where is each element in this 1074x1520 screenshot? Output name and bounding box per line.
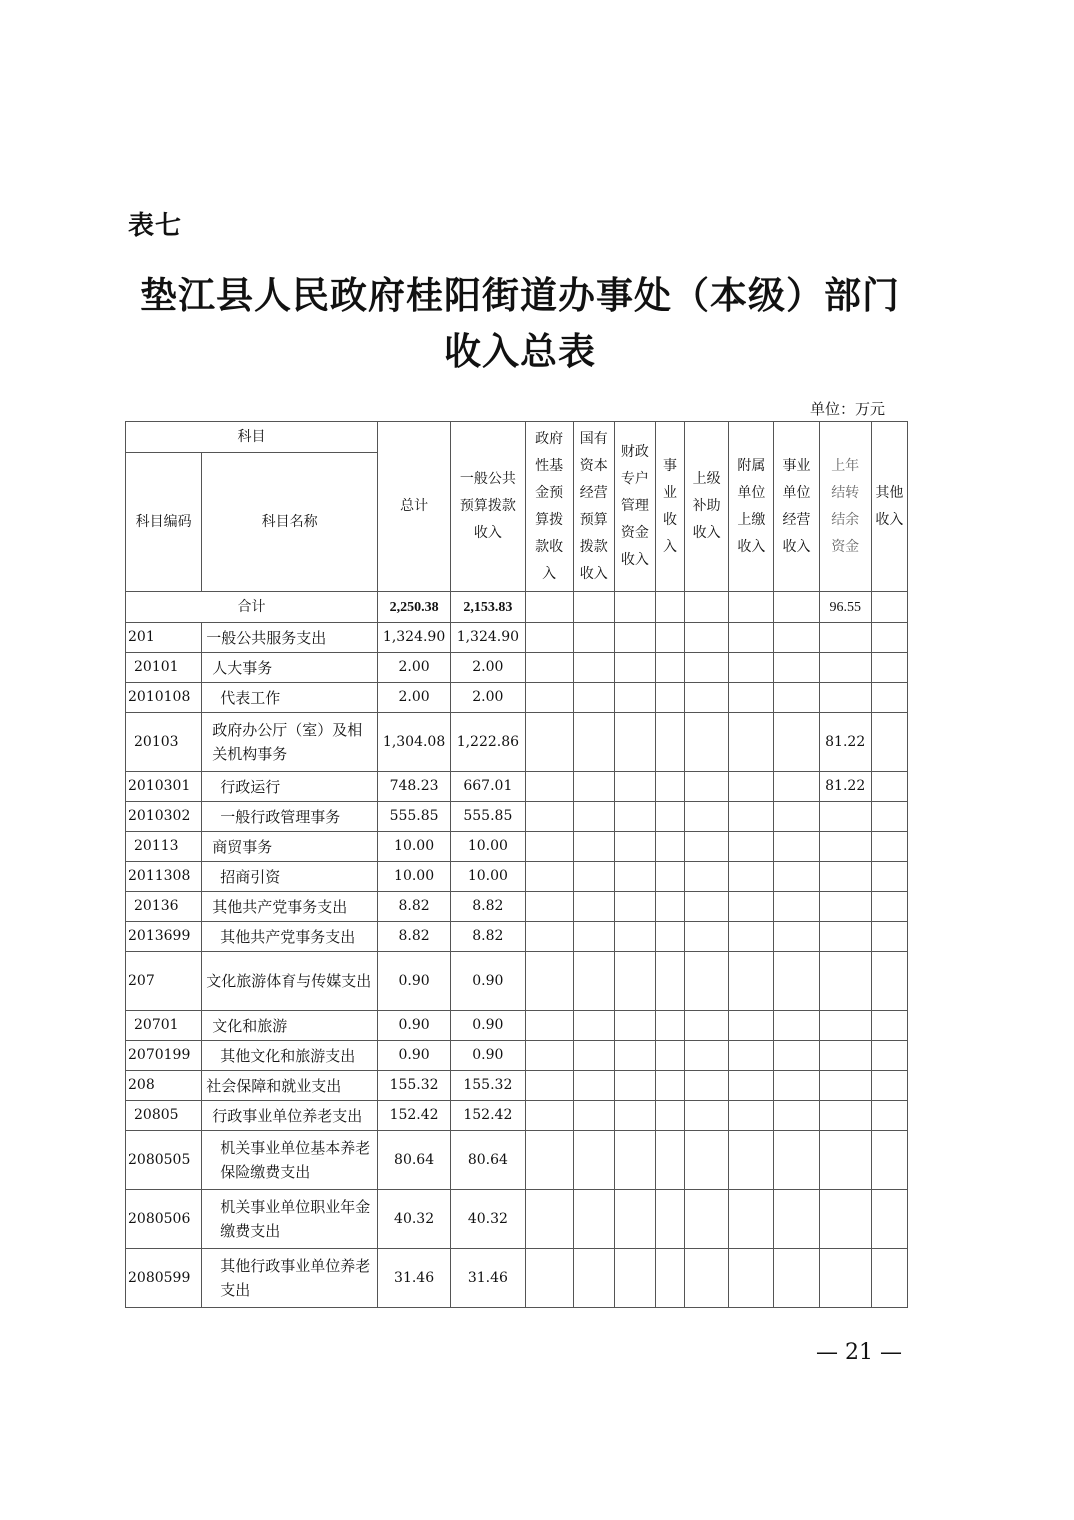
page-title xyxy=(110,268,930,380)
row-name: 其他行政事业单位养老支出 xyxy=(202,1249,378,1308)
row-total: 40.32 xyxy=(377,1190,450,1249)
title-line-2: 收入总表 xyxy=(444,330,596,373)
row-total: 10.00 xyxy=(377,862,450,892)
table-row xyxy=(126,832,908,862)
row-name: 社会保障和就业支出 xyxy=(202,1071,378,1101)
row-carryover: 81.22 xyxy=(819,713,871,772)
header-carryover: 上年结转结余资金 xyxy=(819,422,871,592)
row-name: 一般行政管理事务 xyxy=(202,802,378,832)
table-row xyxy=(126,623,908,653)
table-row xyxy=(126,1041,908,1071)
header-general-budget: 一般公共预算拨款收入 xyxy=(451,422,525,592)
row-general: 2.00 xyxy=(451,683,525,713)
row-code: 2010108 xyxy=(126,683,202,713)
row-code: 20113 xyxy=(126,832,202,862)
header-subject: 科目 xyxy=(126,422,378,453)
row-general: 80.64 xyxy=(451,1131,525,1190)
row-carryover xyxy=(819,1190,871,1249)
header-name: 科目名称 xyxy=(202,453,378,592)
row-name: 行政事业单位养老支出 xyxy=(202,1101,378,1131)
total-row xyxy=(126,592,908,623)
row-carryover xyxy=(819,862,871,892)
row-general: 1,324.90 xyxy=(451,623,525,653)
table-row xyxy=(126,1249,908,1308)
row-code: 2011308 xyxy=(126,862,202,892)
row-name: 代表工作 xyxy=(202,683,378,713)
row-general: 10.00 xyxy=(451,832,525,862)
row-carryover xyxy=(819,1071,871,1101)
row-total: 1,324.90 xyxy=(377,623,450,653)
table-row xyxy=(126,1011,908,1041)
row-carryover xyxy=(819,1041,871,1071)
row-general: 2.00 xyxy=(451,653,525,683)
row-name: 一般公共服务支出 xyxy=(202,623,378,653)
table-row xyxy=(126,772,908,802)
row-name: 其他共产党事务支出 xyxy=(202,922,378,952)
row-carryover xyxy=(819,802,871,832)
row-code: 20103 xyxy=(126,713,202,772)
header-code: 科目编码 xyxy=(126,453,202,592)
row-general: 31.46 xyxy=(451,1249,525,1308)
row-code: 2010301 xyxy=(126,772,202,802)
table-row xyxy=(126,1101,908,1131)
total-general: 2,153.83 xyxy=(451,592,525,623)
header-fiscal-special: 财政专户管理资金收入 xyxy=(614,422,655,592)
row-carryover xyxy=(819,892,871,922)
row-name: 商贸事务 xyxy=(202,832,378,862)
row-total: 10.00 xyxy=(377,832,450,862)
row-general: 155.32 xyxy=(451,1071,525,1101)
row-carryover xyxy=(819,1101,871,1131)
row-name: 招商引资 xyxy=(202,862,378,892)
row-total: 555.85 xyxy=(377,802,450,832)
row-general: 10.00 xyxy=(451,862,525,892)
unit-label: 单位：万元 xyxy=(809,400,885,418)
row-total: 8.82 xyxy=(377,892,450,922)
header-operating: 事业单位经营收入 xyxy=(774,422,819,592)
row-code: 20805 xyxy=(126,1101,202,1131)
row-name: 文化旅游体育与传媒支出 xyxy=(202,952,378,1011)
row-general: 1,222.86 xyxy=(451,713,525,772)
row-carryover xyxy=(819,952,871,1011)
income-summary-table xyxy=(125,421,908,1308)
row-carryover xyxy=(819,1011,871,1041)
row-name: 政府办公厅（室）及相关机构事务 xyxy=(202,713,378,772)
row-code: 2080505 xyxy=(126,1131,202,1190)
row-total: 155.32 xyxy=(377,1071,450,1101)
row-general: 555.85 xyxy=(451,802,525,832)
row-carryover xyxy=(819,1131,871,1190)
row-code: 20136 xyxy=(126,892,202,922)
row-general: 667.01 xyxy=(451,772,525,802)
row-total: 0.90 xyxy=(377,1041,450,1071)
title-line-1: 垫江县人民政府桂阳街道办事处（本级）部门 xyxy=(140,274,900,317)
row-name: 机关事业单位基本养老保险缴费支出 xyxy=(202,1131,378,1190)
row-total: 8.82 xyxy=(377,922,450,952)
table-row xyxy=(126,862,908,892)
row-carryover xyxy=(819,832,871,862)
row-code: 2070199 xyxy=(126,1041,202,1071)
row-total: 152.42 xyxy=(377,1101,450,1131)
row-general: 0.90 xyxy=(451,952,525,1011)
row-code: 2080506 xyxy=(126,1190,202,1249)
table-row xyxy=(126,892,908,922)
row-carryover xyxy=(819,653,871,683)
table-row xyxy=(126,802,908,832)
row-code: 201 xyxy=(126,623,202,653)
row-carryover: 81.22 xyxy=(819,772,871,802)
row-carryover xyxy=(819,1249,871,1308)
row-carryover xyxy=(819,922,871,952)
table-label: 表七 xyxy=(128,211,183,241)
row-general: 40.32 xyxy=(451,1190,525,1249)
row-code: 2010302 xyxy=(126,802,202,832)
header-affiliated: 附属单位上缴收入 xyxy=(729,422,774,592)
header-state-capital: 国有资本经营预算拨款收入 xyxy=(573,422,614,592)
table-row xyxy=(126,1131,908,1190)
row-code: 20101 xyxy=(126,653,202,683)
table-row xyxy=(126,922,908,952)
row-total: 1,304.08 xyxy=(377,713,450,772)
row-name: 机关事业单位职业年金缴费支出 xyxy=(202,1190,378,1249)
total-carryover: 96.55 xyxy=(819,592,871,623)
page-number: — 21 — xyxy=(816,1340,902,1365)
table-row xyxy=(126,683,908,713)
table-row xyxy=(126,952,908,1011)
row-name: 其他共产党事务支出 xyxy=(202,892,378,922)
row-general: 8.82 xyxy=(451,922,525,952)
row-total: 2.00 xyxy=(377,653,450,683)
row-general: 8.82 xyxy=(451,892,525,922)
header-other: 其他收入 xyxy=(871,422,907,592)
row-total: 0.90 xyxy=(377,952,450,1011)
row-carryover xyxy=(819,623,871,653)
row-total: 31.46 xyxy=(377,1249,450,1308)
row-code: 20701 xyxy=(126,1011,202,1041)
row-general: 0.90 xyxy=(451,1041,525,1071)
row-general: 0.90 xyxy=(451,1011,525,1041)
header-total: 总计 xyxy=(377,422,450,592)
row-total: 748.23 xyxy=(377,772,450,802)
header-gov-fund: 政府性基金预算拨款收入 xyxy=(525,422,573,592)
row-general: 152.42 xyxy=(451,1101,525,1131)
row-code: 2080599 xyxy=(126,1249,202,1308)
row-code: 208 xyxy=(126,1071,202,1101)
row-name: 行政运行 xyxy=(202,772,378,802)
total-label: 合计 xyxy=(126,592,378,623)
table-row xyxy=(126,1071,908,1101)
total-total: 2,250.38 xyxy=(377,592,450,623)
row-total: 0.90 xyxy=(377,1011,450,1041)
row-code: 207 xyxy=(126,952,202,1011)
row-name: 其他文化和旅游支出 xyxy=(202,1041,378,1071)
row-name: 人大事务 xyxy=(202,653,378,683)
row-total: 80.64 xyxy=(377,1131,450,1190)
row-total: 2.00 xyxy=(377,683,450,713)
table-row xyxy=(126,1190,908,1249)
header-business: 事业收入 xyxy=(655,422,684,592)
table-row xyxy=(126,713,908,772)
row-code: 2013699 xyxy=(126,922,202,952)
header-superior: 上级补助收入 xyxy=(685,422,729,592)
row-name: 文化和旅游 xyxy=(202,1011,378,1041)
table-row xyxy=(126,653,908,683)
row-carryover xyxy=(819,683,871,713)
